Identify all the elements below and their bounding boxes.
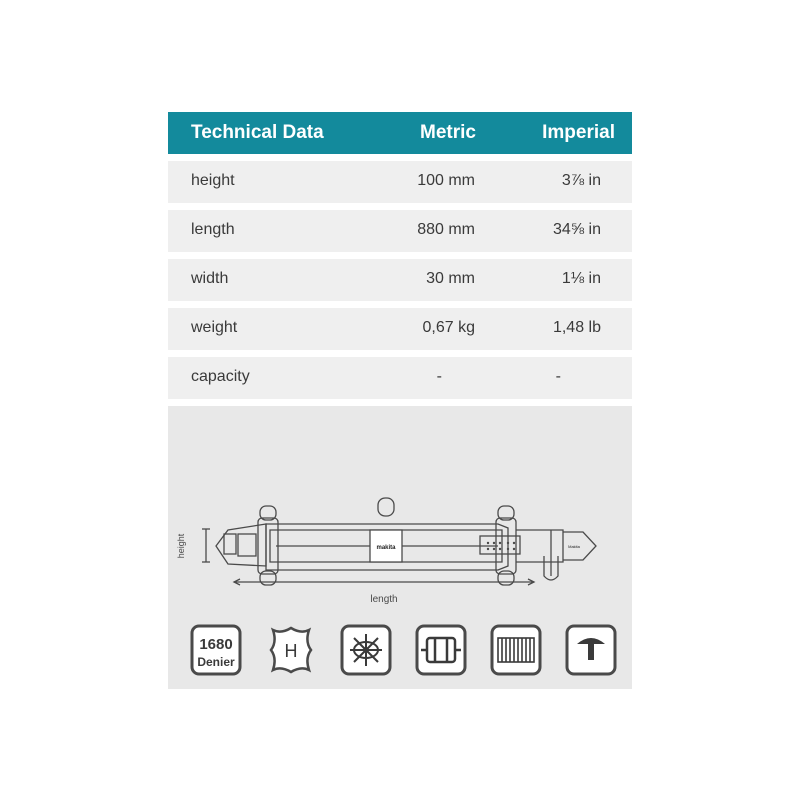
denier-icon [190,624,242,676]
row-imperial: 1,48 lb [552,319,601,336]
row-label: width [191,270,229,287]
row-imperial: - [555,368,561,385]
table-row [168,161,632,203]
row-label: height [191,172,235,189]
row-metric: 30 mm [426,270,475,287]
feature-icons [190,624,620,678]
row-imperial: 1⅛ in [561,270,601,287]
row-metric: 100 mm [417,172,475,189]
brand-label: makita [376,545,396,551]
row-label: capacity [191,368,250,385]
table-row [168,357,632,399]
technical-data-sheet [168,112,632,689]
header-title: Technical Data [191,122,324,143]
row-label: length [191,221,235,238]
denier-word: Denier [197,655,235,669]
table-row [168,308,632,350]
header-metric: Metric [420,122,476,143]
webbing-icon [490,624,542,676]
row-imperial: 34⅝ in [552,221,601,238]
denier-number: 1680 [199,636,233,653]
rivet-icon [565,624,617,676]
buckle-brand-label: Makita [568,544,580,549]
row-label: weight [191,319,238,336]
leather-letter: H [284,641,298,661]
table-row [168,210,632,252]
row-metric: - [436,368,442,385]
durability-icon [340,624,392,676]
table-row [168,259,632,301]
height-label: height [176,533,186,559]
row-metric: 0,67 kg [422,319,475,336]
row-metric: 880 mm [417,221,475,238]
buckle-icon [415,624,467,676]
product-figure [168,406,632,689]
length-label: length [370,594,398,605]
leather-icon [265,624,317,676]
row-imperial: 3⅞ in [561,172,601,189]
table-header [168,112,632,154]
header-imperial: Imperial [542,122,615,143]
